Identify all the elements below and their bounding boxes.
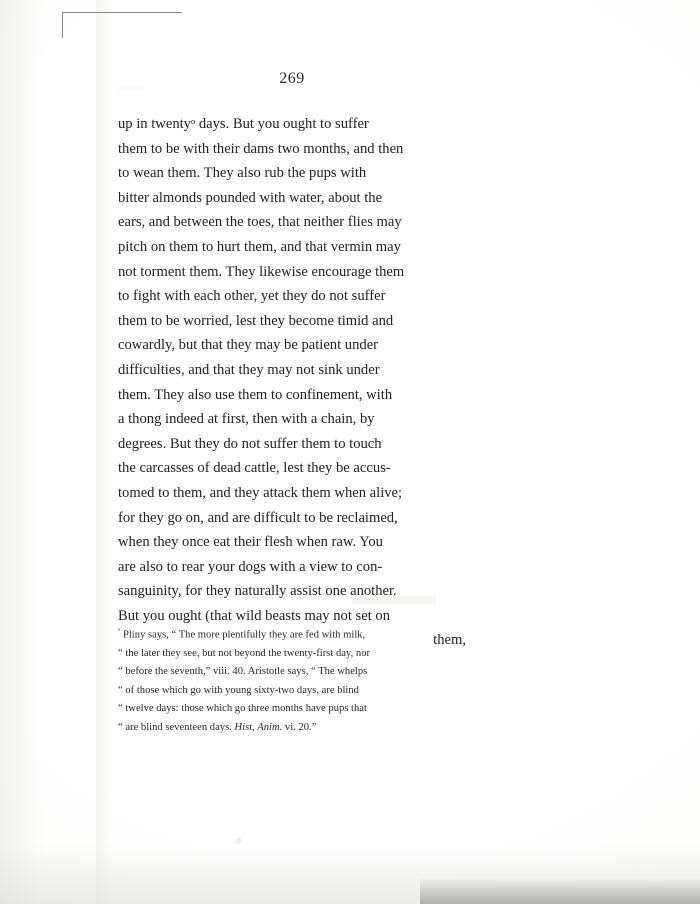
plate-mark-horizontal-rule xyxy=(62,12,182,13)
body-line: them to be worried, lest they become timid and xyxy=(118,312,394,329)
footnote-line: “ twelve days: those which go three months have pups that xyxy=(118,703,367,715)
footnote-line: “ before the seventh,” viii. 40. Aristotle says, “ The whelps xyxy=(118,666,368,678)
body-line: cowardly, but that they may be patient under xyxy=(118,337,379,354)
footnote-line: “ of those which go with young sixty-two days, are blind xyxy=(118,684,359,696)
page-fold-shading xyxy=(96,0,112,904)
body-line: them to be with their dams two months, and then xyxy=(118,140,404,157)
text-column xyxy=(118,70,466,653)
footnote-citation-title: Hist, Anim. xyxy=(234,721,283,733)
footnote-line: “ the later they see, but not beyond the twenty-first day, nor xyxy=(118,647,371,659)
body-line-last: them, xyxy=(433,632,466,649)
body-line: are also to rear your dogs with a view to con- xyxy=(118,558,383,575)
footnote-line-text: Pliny says, “ The more plentifully they are fed with milk, xyxy=(122,629,366,641)
body-line: to wean them. They also rub the pups with xyxy=(118,165,367,182)
body-line: not torment them. They likewise encourage them xyxy=(118,263,405,280)
body-line: for they go on, and are difficult to be reclaimed, xyxy=(118,509,398,526)
footnote xyxy=(118,622,474,737)
body-line: the carcasses of dead cattle, lest they be accus- xyxy=(118,460,391,477)
plate-mark-vertical-rule xyxy=(62,12,63,38)
footnote-marker: ᵒ xyxy=(118,626,121,635)
footnote-citation-after: vi. 20.” xyxy=(282,721,317,733)
body-text xyxy=(118,112,466,653)
footnote-line-last xyxy=(118,719,474,737)
body-line: ears, and between the toes, that neither flies may xyxy=(118,214,402,231)
body-line: bitter almonds pounded with water, about the xyxy=(118,189,383,206)
body-line: when they once eat their flesh when raw. You xyxy=(118,534,383,551)
body-line: tomed to them, and they attack them when alive; xyxy=(118,484,403,501)
body-line: to fight with each other, yet they do not suffer xyxy=(118,288,386,305)
body-line: difficulties, and that they may not sink under xyxy=(118,361,380,378)
page-edge-left xyxy=(0,0,44,904)
body-line: up in twentyᵒ days. But you ought to suffer xyxy=(118,116,369,132)
body-line: them. They also use them to confinement, with xyxy=(118,386,393,403)
body-line: But you ought (that wild beasts may not set on xyxy=(118,607,390,624)
page-corner-shadow xyxy=(420,878,700,904)
scan-speck xyxy=(236,838,242,844)
body-paragraph xyxy=(118,112,466,653)
body-line: pitch on them to hurt them, and that vermin may xyxy=(118,238,401,255)
footnote-citation-before: “ are blind seventeen days. xyxy=(118,721,235,733)
footnote-line xyxy=(118,622,474,645)
body-line: a thong indeed at first, then with a chain, by xyxy=(118,411,375,428)
page-number: 269 xyxy=(279,70,305,87)
body-line: degrees. But they do not suffer them to touch xyxy=(118,435,382,452)
body-line: sanguinity, for they naturally assist one another. xyxy=(118,583,397,600)
